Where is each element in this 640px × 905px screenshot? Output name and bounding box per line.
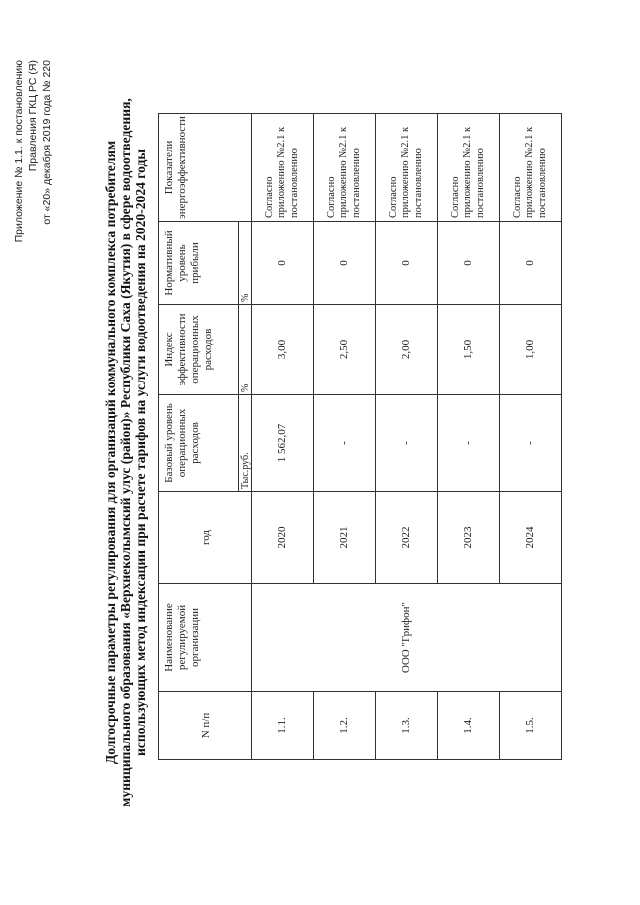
organization-name: ООО "Грифон" (252, 584, 562, 692)
document-title-line-1: Долгосрочные параметры регулирования для организаций коммунального комплекса потребителям (103, 140, 118, 765)
header-year: год (159, 492, 252, 584)
unit-base: Тыс.руб. (239, 395, 252, 492)
row-energy-efficiency: Согласно приложению №2.1 к постановлению (500, 114, 562, 222)
row-efficiency-index: 3,00 (252, 305, 314, 395)
row-profit-level: 0 (500, 222, 562, 305)
row-year: 2021 (314, 492, 376, 584)
row-base-level: - (376, 395, 438, 492)
row-profit-level: 0 (314, 222, 376, 305)
row-efficiency-index: 1,50 (438, 305, 500, 395)
row-year: 2023 (438, 492, 500, 584)
row-efficiency-index: 1,00 (500, 305, 562, 395)
row-base-level: - (314, 395, 376, 492)
document-title-line-3: использующих метод индексации при расчете тарифов на услуги водоотведения на 2020-2024 годы (133, 148, 148, 757)
row-base-level: - (500, 395, 562, 492)
row-base-level: 1 562,07 (252, 395, 314, 492)
row-year: 2022 (376, 492, 438, 584)
row-year: 2020 (252, 492, 314, 584)
header-organization: Наименование регулируемой организации (159, 584, 252, 692)
unit-index: % (239, 305, 252, 395)
row-num: 1.1. (252, 692, 314, 760)
document-title-line-2: муниципального образования «Верхнеколымский улус (район)» Республики Саха (Якутия) в сфере водоотведения, (118, 98, 133, 807)
appendix-line-2: Правления ГКЦ РС (Я) (27, 60, 39, 172)
header-energy-efficiency: Показатели энергоэффективности (159, 114, 252, 222)
row-num: 1.5. (500, 692, 562, 760)
table-header-row (159, 114, 239, 760)
header-efficiency-index: Индекс эффективности операционных расходов (159, 305, 239, 395)
header-num: N п/п (159, 692, 252, 760)
row-energy-efficiency: Согласно приложению №2.1 к постановлению (314, 114, 376, 222)
appendix-line-3: от «20» декабря 2019 года № 220 (41, 60, 53, 225)
row-num: 1.4. (438, 692, 500, 760)
row-base-level: - (438, 395, 500, 492)
header-profit-level: Нормативный уровень прибыли (159, 222, 239, 305)
row-profit-level: 0 (252, 222, 314, 305)
row-year: 2024 (500, 492, 562, 584)
row-efficiency-index: 2,00 (376, 305, 438, 395)
row-energy-efficiency: Согласно приложению №2.1 к постановлению (438, 114, 500, 222)
table-row (252, 114, 314, 760)
header-base-level: Базовый уровень операционных расходов (159, 395, 239, 492)
row-efficiency-index: 2,50 (314, 305, 376, 395)
row-energy-efficiency: Согласно приложению №2.1 к постановлению (376, 114, 438, 222)
row-num: 1.2. (314, 692, 376, 760)
parameters-table (158, 113, 562, 760)
row-num: 1.3. (376, 692, 438, 760)
row-energy-efficiency: Согласно приложению №2.1 к постановлению (252, 114, 314, 222)
row-profit-level: 0 (438, 222, 500, 305)
unit-profit: % (239, 222, 252, 305)
row-profit-level: 0 (376, 222, 438, 305)
appendix-note (12, 60, 54, 242)
appendix-line-1: Приложение № 1.1. к постановлению (13, 60, 25, 243)
